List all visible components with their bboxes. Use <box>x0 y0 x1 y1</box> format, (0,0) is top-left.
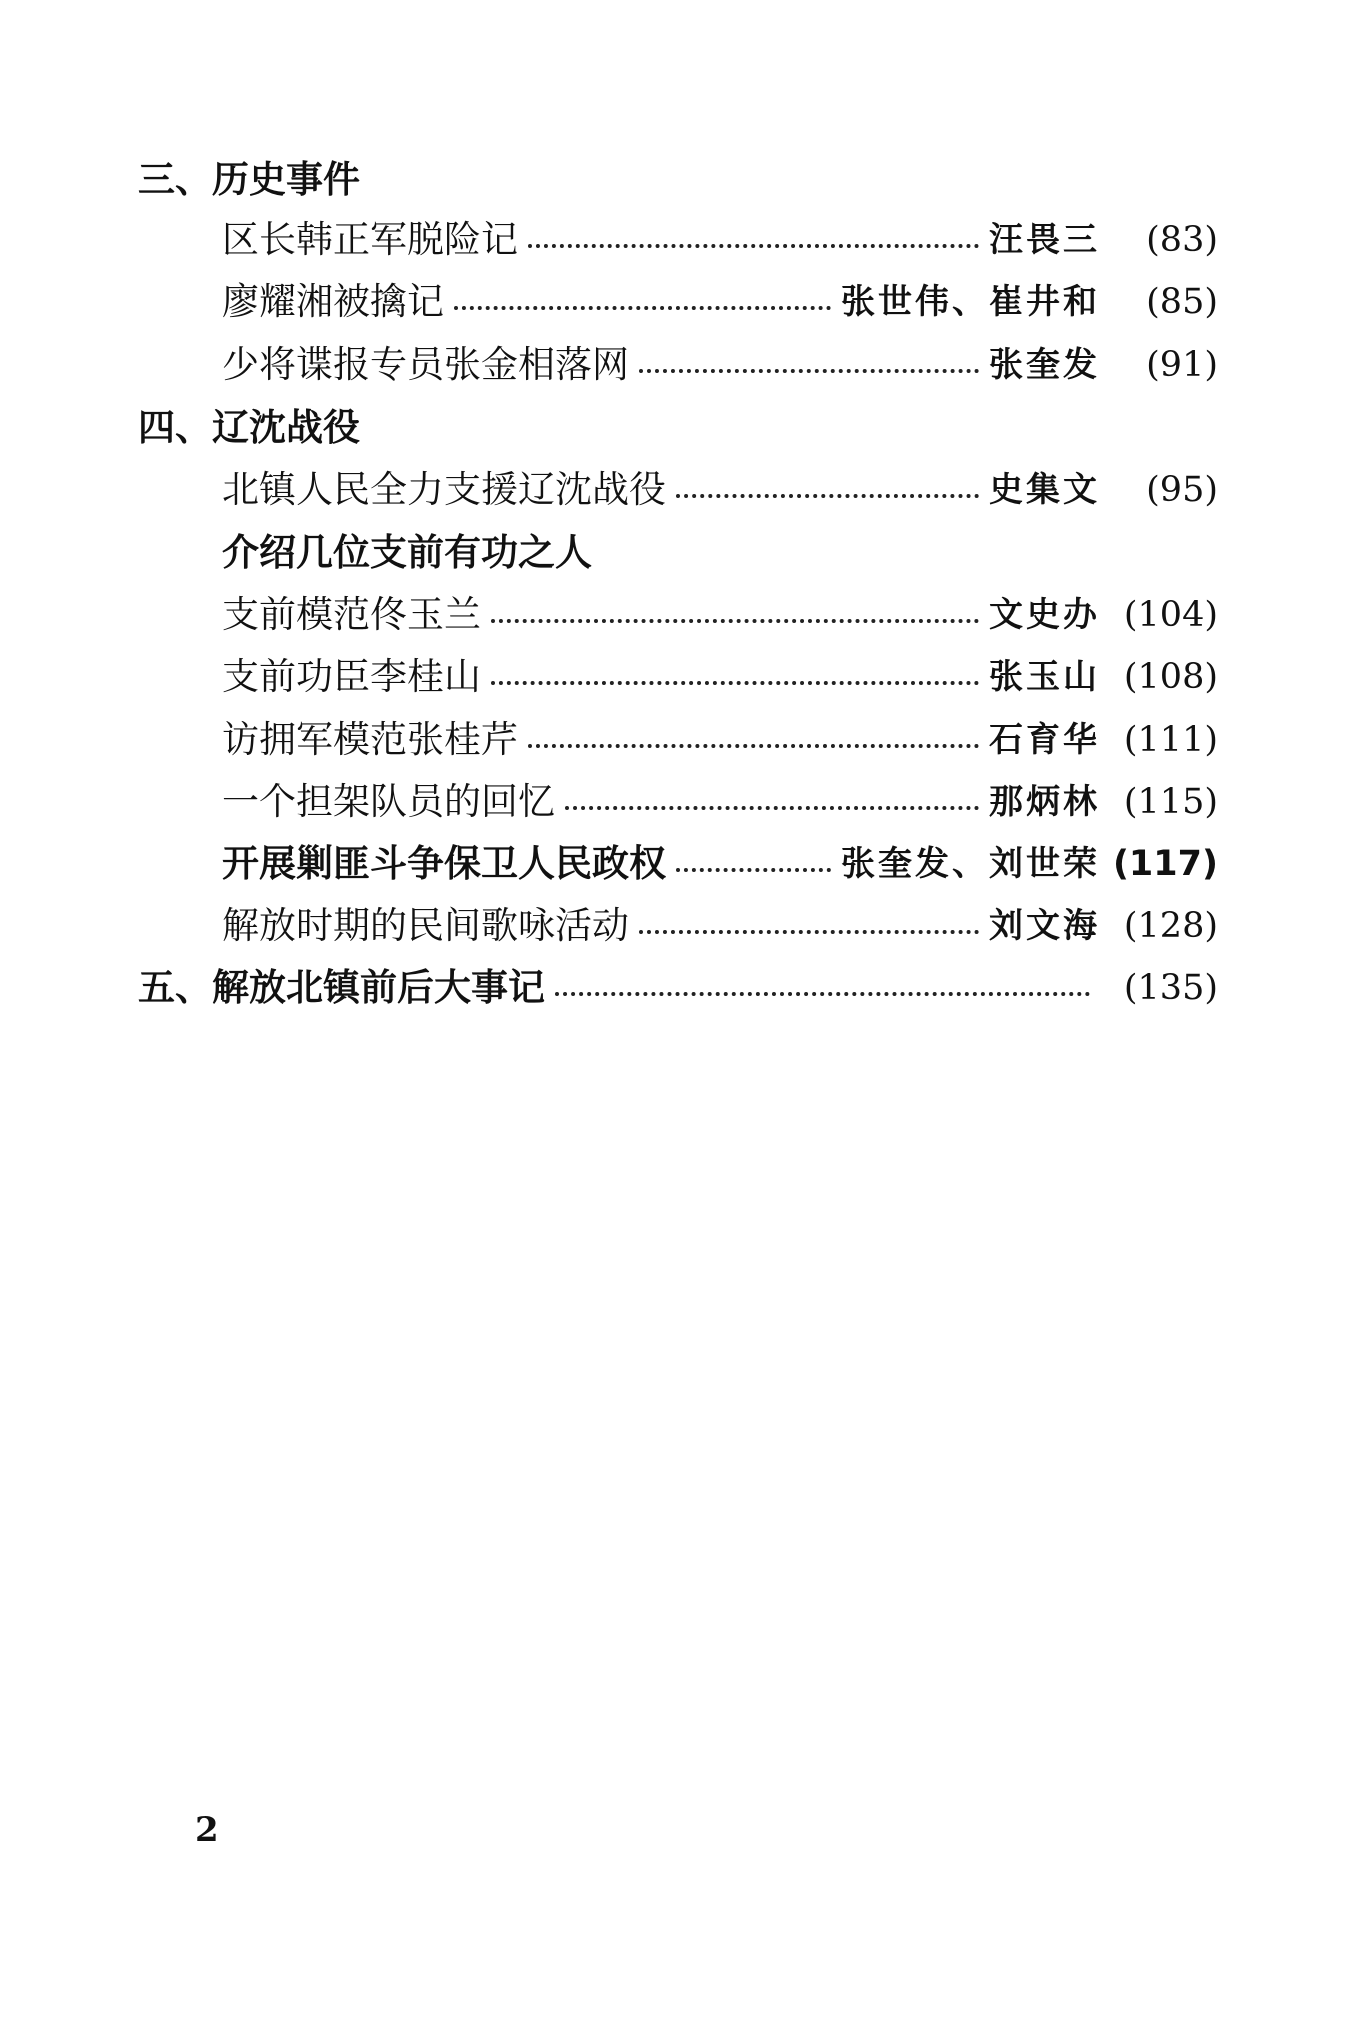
toc-entry <box>222 836 1218 892</box>
entry-author: 石育华 <box>989 720 1100 760</box>
entry-page: (117) <box>1112 844 1218 884</box>
section-heading-text: 三、历史事件 <box>138 158 360 201</box>
entry-title: 支前模范佟玉兰 <box>222 593 481 636</box>
entry-title: 少将谍报专员张金相落网 <box>222 343 629 386</box>
entry-author: 张世伟、崔井和 <box>841 282 1100 322</box>
entry-title: 北镇人民全力支援辽沈战役 <box>222 468 666 511</box>
subsection-heading <box>222 525 1218 581</box>
entry-title: 廖耀湘被擒记 <box>222 280 444 323</box>
toc-entry <box>222 898 1218 954</box>
entry-author: 刘文海 <box>989 906 1100 946</box>
entry-title: 支前功臣李桂山 <box>222 655 481 698</box>
entry-title: 区长韩正军脱险记 <box>222 218 518 261</box>
toc-entry <box>222 212 1218 268</box>
entry-author: 张玉山 <box>989 657 1100 697</box>
entry-author: 史集文 <box>989 470 1100 510</box>
entry-author: 张奎发 <box>989 345 1100 385</box>
entry-page: (85) <box>1146 282 1218 322</box>
dot-leader <box>454 306 831 310</box>
section-heading-text: 五、解放北镇前后大事记 <box>138 966 545 1009</box>
entry-author: 汪畏三 <box>989 220 1100 260</box>
dot-leader <box>555 992 1090 996</box>
entry-author: 那炳林 <box>989 782 1100 822</box>
section-heading <box>138 400 1218 456</box>
toc-entry <box>222 274 1218 330</box>
entry-page: (115) <box>1123 782 1218 822</box>
toc-entry <box>222 712 1218 768</box>
toc-entry <box>222 337 1218 393</box>
entry-author: 文史办 <box>989 595 1100 635</box>
entry-page: (83) <box>1146 220 1218 260</box>
subsection-heading-text: 介绍几位支前有功之人 <box>222 531 592 574</box>
entry-page: (95) <box>1146 470 1218 510</box>
toc-entry <box>222 587 1218 643</box>
entry-page: (108) <box>1123 657 1218 697</box>
toc-entry <box>222 649 1218 705</box>
entry-page: (135) <box>1123 968 1218 1008</box>
section-heading <box>138 152 1218 208</box>
section-heading-text: 四、辽沈战役 <box>138 406 360 449</box>
toc-entry <box>222 774 1218 830</box>
entry-page: (111) <box>1123 720 1218 760</box>
entry-page: (128) <box>1123 906 1218 946</box>
entry-title: 开展剿匪斗争保卫人民政权 <box>222 842 666 885</box>
dot-leader <box>565 806 979 810</box>
dot-leader <box>491 681 979 685</box>
dot-leader <box>639 930 979 934</box>
section-heading <box>138 960 1218 1016</box>
dot-leader <box>676 494 979 498</box>
dot-leader <box>639 369 979 373</box>
entry-author: 张奎发、刘世荣 <box>841 844 1100 884</box>
dot-leader <box>676 868 831 872</box>
entry-page: (104) <box>1123 595 1218 635</box>
toc-entry <box>222 462 1218 518</box>
dot-leader <box>528 244 979 248</box>
dot-leader <box>528 744 979 748</box>
entry-title: 访拥军模范张桂芹 <box>222 718 518 761</box>
entry-page: (91) <box>1146 345 1218 385</box>
entry-title: 解放时期的民间歌咏活动 <box>222 904 629 947</box>
dot-leader <box>491 619 979 623</box>
page-number: 2 <box>195 1810 219 1850</box>
entry-title: 一个担架队员的回忆 <box>222 780 555 823</box>
